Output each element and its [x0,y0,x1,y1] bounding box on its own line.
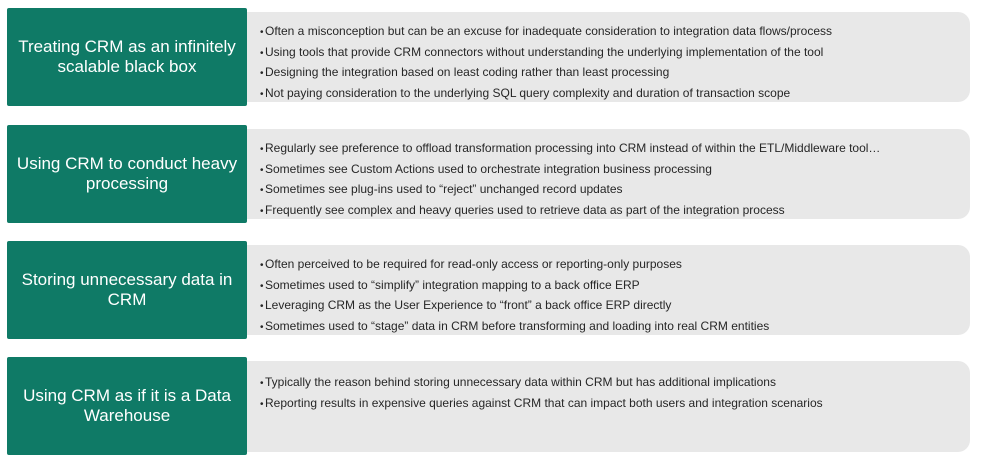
bullet-icon: • [260,47,264,59]
bullet-text: Often a misconception but can be an excuse for inadequate consideration to integration data flows/process [265,24,833,38]
bullet-icon: • [260,144,264,155]
bullet-item [260,43,960,64]
bullet-icon: • [260,378,264,389]
title-text: Using CRM to conduct heavy processing [16,154,238,193]
title-text: Treating CRM as an infinitely scalable black box [18,37,236,76]
bullet-text: Sometimes see Custom Actions used to orchestrate integration business processing [265,161,712,176]
bullet-icon: • [260,185,264,196]
bullet-text: Frequently see complex and heavy queries used to retrieve data as part of the integration process [265,202,785,217]
bullet-text: Leveraging CRM as the User Experience to “front” a back office ERP directly [265,298,672,312]
title-box-4 [7,357,247,455]
bullet-list-3 [260,255,960,337]
bullet-text: Sometimes used to “stage” data in CRM before transforming and loading into real CRM entities [265,318,770,333]
detail-box-2 [230,129,970,219]
detail-box-1 [230,12,970,102]
bullet-item [260,160,960,181]
bullet-icon: • [260,301,264,312]
title-box-2 [7,125,247,223]
bullet-icon: • [260,27,264,38]
bullet-item [260,296,960,317]
title-text: Using CRM as if it is a Data Warehouse [23,386,231,425]
bullet-icon: • [260,68,264,79]
bullet-text: Using tools that provide CRM connectors without understanding the underlying implementation of the tool [265,44,824,59]
bullet-text: Regularly see preference to offload transformation processing into CRM instead of within the ETL/Middleware tool… [265,141,881,155]
bullet-icon: • [260,164,264,176]
bullet-list-2 [260,139,960,221]
bullet-item [260,22,960,43]
title-box-1 [7,8,247,106]
title-text: Storing unnecessary data in CRM [21,270,233,309]
bullet-item [260,373,960,394]
bullet-icon: • [260,398,264,410]
bullet-item [260,276,960,297]
bullet-text: Sometimes see plug-ins used to “reject” unchanged record updates [265,182,623,196]
bullet-item [260,139,960,160]
bullet-icon: • [260,280,264,292]
detail-box-4 [230,361,970,452]
bullet-item [260,180,960,201]
bullet-text: Often perceived to be required for read-only access or reporting-only purposes [265,257,682,271]
bullet-item [260,63,960,84]
bullet-item [260,317,960,338]
title-box-3 [7,241,247,339]
bullet-text: Not paying consideration to the underlying SQL query complexity and duration of transaction scope [265,85,791,100]
bullet-text: Designing the integration based on least coding rather than least processing [265,65,670,79]
bullet-icon: • [260,88,264,100]
bullet-list-1 [260,22,960,104]
bullet-item [260,394,960,415]
bullet-text: Typically the reason behind storing unnecessary data within CRM but has additional implications [265,375,776,389]
bullet-item [260,255,960,276]
bullet-list-4 [260,373,960,414]
bullet-text: Reporting results in expensive queries against CRM that can impact both users and integration scenarios [265,395,823,410]
bullet-icon: • [260,260,264,271]
bullet-icon: • [260,321,264,333]
bullet-text: Sometimes used to “simplify” integration mapping to a back office ERP [265,277,640,292]
bullet-icon: • [260,205,264,217]
bullet-item [260,84,960,105]
detail-box-3 [230,245,970,335]
bullet-item [260,201,960,222]
